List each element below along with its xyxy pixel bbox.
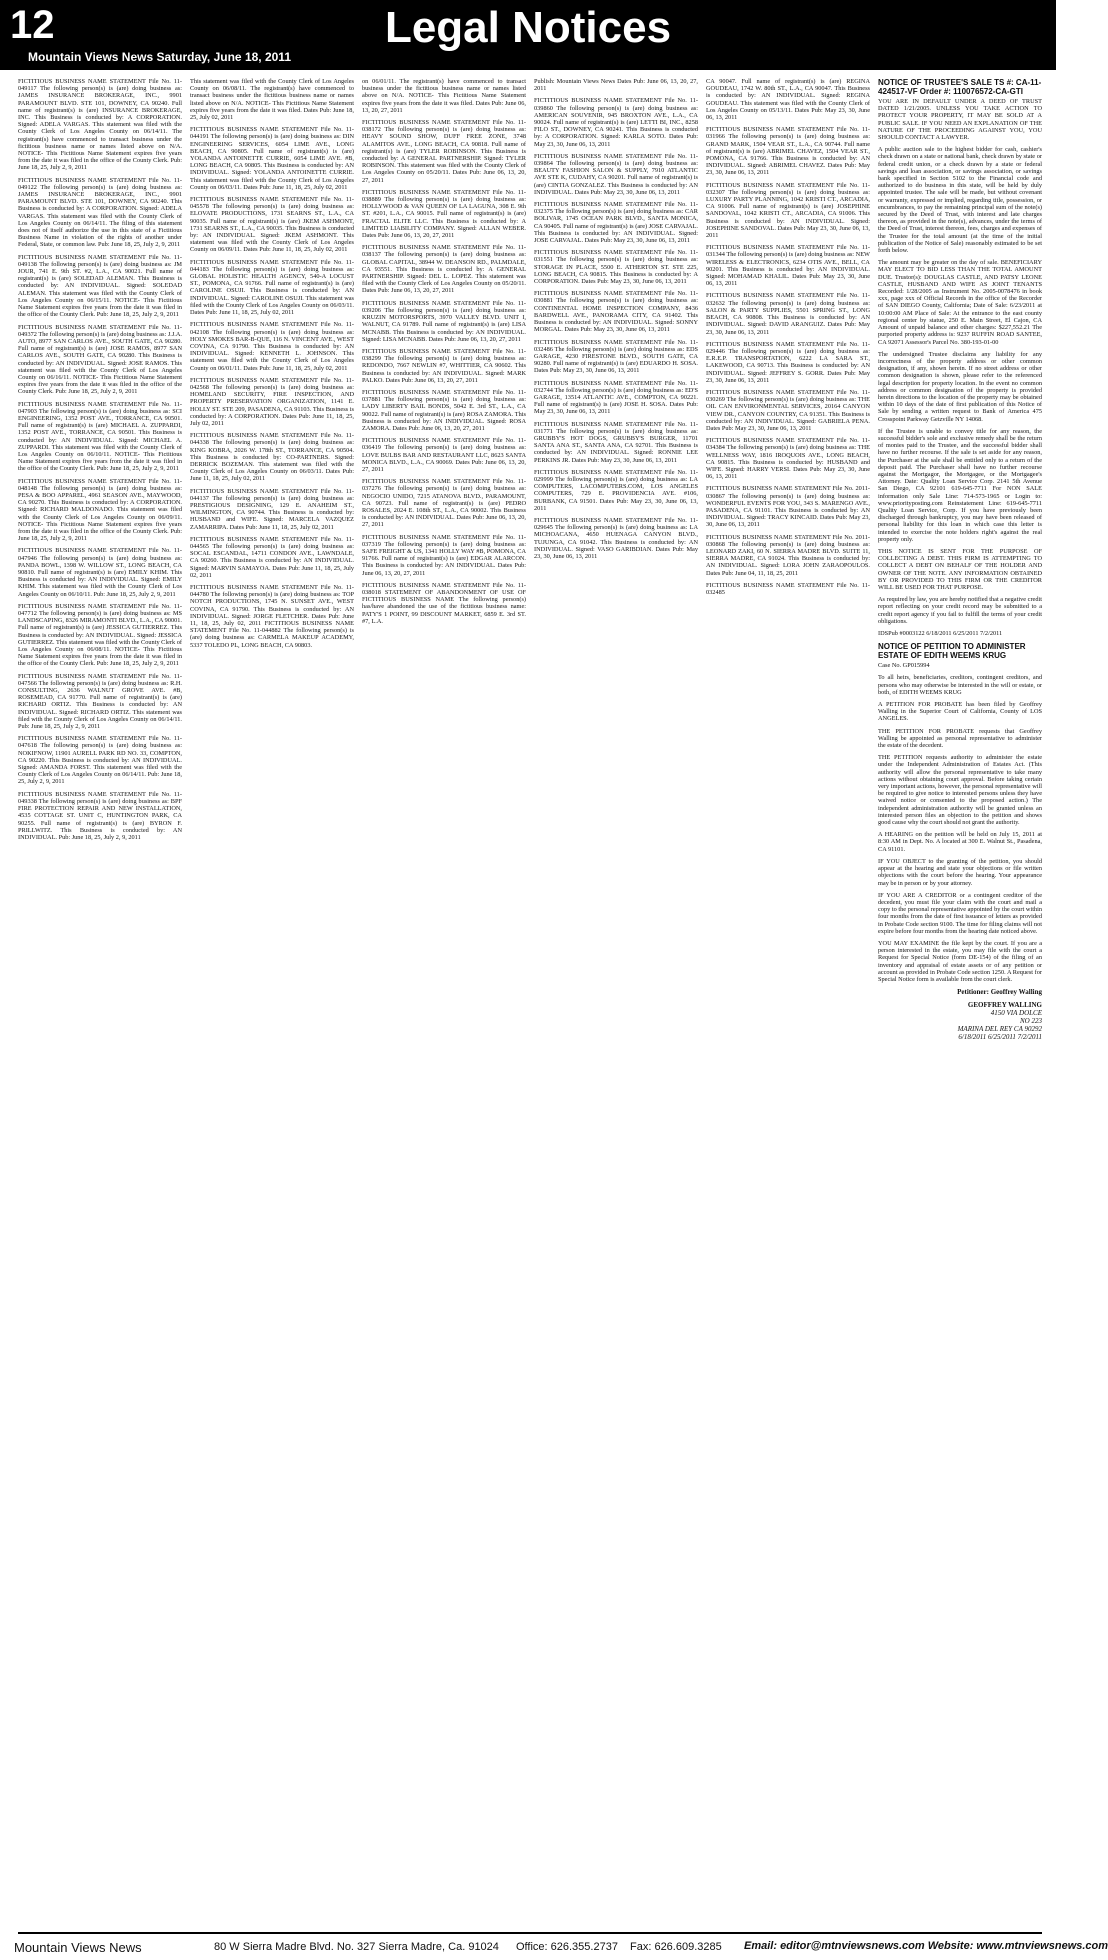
legal-notice: FICTITIOUS BUSINESS NAME STATEMENT File No. 11-032307 The following person(s) is (are) doing business as: LUXURY PARTY PLANNING, 1042 KRISTI CT., ARCADIA, CA 91006. Full name of registrant(s) is (are) JOSEPHINE SANDOVAL, 1042 KRISTI CT., ARCADIA, CA 91006. This Business is conducted by: AN INDIVIDUAL. Signed: JOSEPHINE SANDOVAL. Dates Pub: May 23, 30, June 06, 13, 2011	[706, 181, 870, 240]
signature-address-line: NO 223	[1020, 1017, 1042, 1026]
legal-notice: FICTITIOUS BUSINESS NAME STATEMENT File No. 11-042108 The following person(s) is (are) doing business as: HOLY SMOKES BAR-B-QUE, 116 N. VINCENT AVE., WEST COVINA, CA 91790. This Business is conducted by: AN INDIVIDUAL. Signed: KENNETH L. JOHNSON. This statement was filed with the County Clerk of Los Angeles County on 06/01/11. Dates Pub: June 11, 18, 25, July 02, 2011	[190, 321, 354, 372]
legal-notice: FICTITIOUS BUSINESS NAME STATEMENT File No. 11-039864 The following person(s) is (are) doing business as: BEAUTY FASHION SALON & SUPPLY, 7910 ATLANTIC AVE STE K, CUDAHY, CA 90201. Full name of registrant(s) is (are) CINTIA GONZALEZ. This Business is conducted by: AN INDIVIDUAL. Dates Pub: May 23, 30, June 06, 13, 2011	[534, 152, 698, 196]
legal-notice: Publish: Mountain Views News Dates Pub: June 06, 13, 20, 27, 2011	[534, 78, 698, 93]
legal-notice: FICTITIOUS BUSINESS NAME STATEMENT File No. 11-038018 STATEMENT OF ABANDONMENT OF USE OF FICTITIOUS BUSINESS NAME The following person(s) has/have abandoned the use of the fictitious business name: PATY'S 1 POINT, 99 DISCOUNT MARKET, 6859 E. 3rd ST. #7, L.A.	[362, 581, 526, 625]
legal-notice: FICTITIOUS BUSINESS NAME STATEMENT File No. 11-047946 The following person(s) is (are) doing business as: PANDA BOWL, 1398 W. WILLOW ST., LONG BEACH, CA 90810. Full name of registrant(s) is (are) EMILY KHIM. This Business is conducted by: AN INDIVIDUAL. Signed: EMILY KHIM. This statement was filed with the County Clerk of Los Angeles County on 06/10/11. Pub: June 18, 25, July 2, 9, 2011	[18, 547, 182, 598]
legal-notice: FICTITIOUS BUSINESS NAME STATEMENT File No. 2011-030867 The following person(s) is (are) doing business as: WONDERFUL EVENTS FOR YOU, 343 S. MARENGO AVE., PASADENA, CA 91101. This Business is conducted by: AN INDIVIDUAL. Signed: TRACY KINCAID. Dates Pub: May 23, 30, June 06, 13, 2011	[706, 485, 870, 529]
legal-notice: FICTITIOUS BUSINESS NAME STATEMENT File No. 11-029645 The following person(s) is (are) doing business as: LA MICHOACANA, 4650 HUENAGA CANYON BLVD., TUJUNGA, CA 91042. This Business is conducted by: AN INDIVIDUAL. Signed: VASO GARIBDIAN. Dates Pub: May 23, 30, June 06, 13, 2011	[534, 516, 698, 560]
legal-notice: This statement was filed with the County Clerk of Los Angeles County on 06/08/11. The registrant(s) have commenced to transact business under the fictitious business name or names listed above on N/A. NOTICE- This Fictitious Name Statement expires five years from the date it was filed. Dates Pub: June 18, 25, July 02, 2011	[190, 78, 354, 122]
legal-notice: FICTITIOUS BUSINESS NAME STATEMENT File No. 11-049338 The following person(s) is (are) doing business as: BPF FIRE PROTECTION REPAIR AND NEW INSTALLATION, 4535 COTTAGE ST. UNIT C, HUNTINGTON PARK, CA 90255. Full name of registrant(s) is (are) BYRON F. PRILLWITZ. This Business is conducted by: AN INDIVIDUAL. Pub: June 18, 25, July 2, 9, 2011	[18, 790, 182, 841]
footer-address: 80 W Sierra Madre Blvd. No. 327 Sierra Madre, Ca. 91024	[214, 1941, 499, 1953]
footer-fax: Fax: 626.609.3285	[630, 1941, 722, 1953]
column-6	[878, 78, 1042, 1928]
estate-paragraph: YOU MAY EXAMINE the file kept by the court. If you are a person interested in the estate, you may file with the court a Request for Special Notice (form DE-154) of the filing of an inventory and appraisal of estate assets or of any petition or account as provided in Probate Code section 1250. A Request for Special Notice form is available from the court clerk.	[878, 939, 1042, 983]
legal-notice: FICTITIOUS BUSINESS NAME STATEMENT File No. 11-031551 The following person(s) is (are) doing business as: STORAGE IN PLACE, 5500 E. ATHERTON ST. STE 225, LONG BEACH, CA 90815. This Business is conducted by: A CORPORATION. Dates Pub: May 23, 30, June 06, 13, 2011	[534, 249, 698, 286]
legal-notice: FICTITIOUS BUSINESS NAME STATEMENT File No. 11-044780 The following person(s) is (are) doing business as: TOP NOTCH PRODUCTIONS, 1745 N. SUNSET AVE., WEST COVINA, CA 91790. This Business is conducted by: AN INDIVIDUAL. Signed: JORGE FLETCHER. Dates Pub: June 11, 18, 25, July 02, 2011 FICTITIOUS BUSINESS NAME STATEMENT File No. 11-044882 The following person(s) is (are) doing business as: CARMELA MAKEUP ACADEMY, 5337 TOLEDO PL, LONG BEACH, CA 90803.	[190, 584, 354, 649]
trustee-sale-paragraph: The undersigned Trustee disclaims any liability for any incorrectness of the property address or other common designation, if any, shown herein. If no street address or other common designation is shown, please refer to the referenced legal description for property location. In the event no common address or common designation of the property is provided herein directions to the location of the property may be obtained within 10 days of the date of first publication of this Notice of Sale by sending a written request to Bank of America 475 Crosspoint Parkway Getzville NY 14068.	[878, 350, 1042, 423]
legal-notice: FICTITIOUS BUSINESS NAME STATEMENT File No. 11-047618 The following person(s) is (are) doing business as: NOKIFNOW, 11901 AURELL PARK RD NO. 33, COMPTON, CA 90220. This Business is conducted by: AN INDIVIDUAL. Signed: AMANDA FORST. This statement was filed with the County Clerk of Los Angeles County on 06/14/11. Pub: June 18, 25, July 2, 9, 2011	[18, 735, 182, 786]
legal-notice: FICTITIOUS BUSINESS NAME STATEMENT File No. 11-047566 The following person(s) is (are) doing business as: R.H. CONSULTING, 2636 WALNUT GROVE AVE. #B, ROSEMEAD, CA 91770. Full name of registrant(s) is (are) RICHARD ORTIZ. This Business is conducted by: AN INDIVIDUAL. Signed: RICHARD ORTIZ. This statement was filed with the County Clerk of Los Angeles County on 06/14/11. Pub: June 18, 25, July 2, 9, 2011	[18, 672, 182, 731]
trustee-sale-paragraph: As required by law, you are hereby notified that a negative credit report reflecting on your credit record may be submitted to a credit report agency if you fail to fulfill the terms of your credit obligations.	[878, 596, 1042, 625]
legal-notice: FICTITIOUS BUSINESS NAME STATEMENT File No. 11-030269 The following person(s) is (are) doing business as: THE OIL CAN ENVIRONMENTAL SERVICES, 20164 CANYON VIEW DR., CANYON COUNTRY, CA 91351. This Business is conducted by: AN INDIVIDUAL. Signed: GABRIELA PENA. Dates Pub: May 23, 30, June 06, 13, 2011	[706, 388, 870, 432]
legal-notice: FICTITIOUS BUSINESS NAME STATEMENT File No. 11-034384 The following person(s) is (are) doing business as: THE WELLNESS WAY, 1816 IROQUOIS AVE., LONG BEACH, CA 90815. This Business is conducted by: HUSBAND and WIFE. Signed: HARRY VERSI. Dates Pub: May 23, 30, June 06, 13, 2011	[706, 437, 870, 481]
column-4	[534, 78, 698, 1928]
legal-notice: FICTITIOUS BUSINESS NAME STATEMENT File No. 11-032744 The following person(s) is (are) doing business as: ED'S GARAGE, 13514 ATLANTIC AVE., COMPTON, CA 90221. Full name of registrant(s) is (are) JOSE H. SOSA. Dates Pub: May 23, 30, June 06, 13, 2011	[534, 379, 698, 416]
attorney-signature	[878, 1001, 1042, 1041]
footer-office-phone: Office: 626.355.2737	[516, 1941, 618, 1953]
legal-notice: FICTITIOUS BUSINESS NAME STATEMENT File No. 11-038172 The following person(s) is (are) doing business as: HEAVY SOUND SHOW, DUFF FREE ZONE, 3748 ALAMITOS AVE., LONG BEACH, CA 90818. Full name of registrant(s) is (are) TYLER ROBINSON. This Business is conducted by: A GENERAL PARTNERSHIP. Signed: TYLER ROBINSON. This statement was filed with the County Clerk of Los Angeles County on 05/20/11. Dates Pub: June 06, 13, 20, 27, 2011	[362, 119, 526, 184]
legal-notice: FICTITIOUS BUSINESS NAME STATEMENT File No. 11-049372 The following person(s) is (are) doing business as: J.J.A. AUTO, 8977 SAN CARLOS AVE., SOUTH GATE, CA 90280. Full name of registrant(s) is (are) JOSE RAMOS, 8977 SAN CARLOS AVE., SOUTH GATE, CA 90280. This Business is conducted by: AN INDIVIDUAL. Signed: JOSE RAMOS. This statement was filed with the County Clerk of Los Angeles County on 06/16/11. NOTICE- This Fictitious Name Statement expires five years from the date it was filed in the office of the County Clerk. Pub: June 18, 25, July 2, 9, 2011	[18, 323, 182, 396]
column-5	[706, 78, 870, 1928]
section-title: Legal Notices	[384, 3, 672, 52]
legal-notice: FICTITIOUS BUSINESS NAME STATEMENT File No. 11-047903 The following person(s) is (are) doing business as: SCI ENGINEERING, 1352 POST AVE., TORRANCE, CA 90501. Full name of registrant(s) is (are) MICHAEL A. ZUPPARDI, 1352 POST AVE., TORRANCE, CA 90501. This Business is conducted by: AN INDIVIDUAL. Signed: MICHAEL A. ZUPPARDI. This statement was filed with the County Clerk of Los Angeles County on 06/10/11. NOTICE- This Fictitious Name Statement expires five years from the date it was filed in the office of the County Clerk. Pub: June 18, 25, July 2, 9, 2011	[18, 400, 182, 473]
legal-notice: FICTITIOUS BUSINESS NAME STATEMENT File No. 11-032485	[706, 581, 870, 596]
estate-petition-heading: NOTICE OF PETITION TO ADMINISTER ESTATE OF EDITH WEEMS KRUG	[878, 642, 1026, 661]
estate-paragraph: A HEARING on the petition will be held on July 15, 2011 at 8:30 AM in Dept. No. A located at 300 E. Walnut St., Pasadena, CA 91101.	[878, 831, 1042, 853]
dateline: Mountain Views News Saturday, June 18, 2011	[28, 50, 291, 64]
footer-email-website: Email: editor@mtnviewsnews.com Website: www.mtnviewsnews.com	[744, 1940, 1108, 1952]
trustee-sale-paragraph: YOU ARE IN DEFAULT UNDER A DEED OF TRUST DATED 1/21/2005. UNLESS YOU TAKE ACTION TO PROTECT YOUR PROPERTY, IT MAY BE SOLD AT A PUBLIC SALE. IF YOU NEED AN EXPLANATION OF THE NATURE OF THE PROCEEDING AGAINST YOU, YOU SHOULD CONTACT A LAWYER.	[878, 98, 1042, 142]
trustee-sale-paragraph: If the Trustee is unable to convey title for any reason, the successful bidder's sole and exclusive remedy shall be the return of monies paid to the Trustee, and the successful bidder shall have no further recourse. If the sale is set aside for any reason, the Purchaser at the sale shall be entitled only to a return of the deposit paid. The Purchaser shall have no further recourse against the Mortgagor, the Mortgagee, or the Mortgagee's Attorney. Date: Quality Loan Service Corp. 2141 5th Avenue San Diego, CA 92101 619-645-7711 For NON SALE information only Sale Line: 714-573-1965 or Login to: www.priorityposting.com Reinstatement Line: 619-645-7711 Quality Loan Service, Corp. If you have previously been discharged through bankruptcy, you may have been released of personal liability for this loan in which case this letter is intended to exercise the note holders right's against the real property only.	[878, 427, 1042, 543]
masthead	[0, 0, 1056, 70]
legal-notice: FICTITIOUS BUSINESS NAME STATEMENT File No. 11-049122 The following person(s) is (are) doing business as: JAMES INSURANCE BROKERAGE, INC., 9901 PARAMOUNT BLVD. STE 101, DOWNEY, CA 90240. This Business is conducted by: A CORPORATION. Signed: ADELA VARGAS. This statement was filed with the County Clerk of Los Angeles County on 06/14/11. The filing of this statement does not of itself authorize the use in this state of a Fictitious Business Name in violation of the rights of another under Federal, State, or common law. Pub: June 18, 25, July 2, 9, 2011	[18, 176, 182, 249]
estate-paragraph: A PETITION FOR PROBATE has been filed by Geoffrey Walling in the Superior Court of California, County of LOS ANGELES.	[878, 701, 1042, 723]
trustee-sale-paragraph: The amount may be greater on the day of sale. BENEFICIARY MAY ELECT TO BID LESS THAN THE TOTAL AMOUNT DUE. Trustor(s): DOUGLAS CASTLE, AND PATSY LEONE CASTLE, HUSBAND AND WIFE AS JOINT TENANTS Recorded: 1/28/2005 as Instrument No. 2005-0078476 in book xxx, page xxx of Official Records in the office of the Recorder of SAN DIEGO County, California; Date of Sale: 6/23/2011 at 10:00:00 AM Place of Sale: At the entrance to the east county regional center by statue, 250 E. Main Street, El Cajon, CA Amount of unpaid balance and other charges: $227,552.21 The purported property address is: 9237 RUFFIN ROAD SANTEE, CA 92071 Assessor's Parcel No. 380-193-01-00	[878, 259, 1042, 346]
legal-notice: FICTITIOUS BUSINESS NAME STATEMENT File No. 11-029999 The following person(s) is (are) doing business as: LA COMPUTERS, LACOMPUTERS.COM, LOS ANGELES COMPUTERS, 729 E. PROVIDENCIA AVE. #106, BURBANK, CA 91501. Dates Pub: May 23, 30, June 06, 13, 2011	[534, 468, 698, 512]
estate-paragraph: THE PETITION FOR PROBATE requests that Geoffrey Walling be appointed as personal representative to administer the estate of the decedent.	[878, 727, 1042, 750]
legal-notice: FICTITIOUS BUSINESS NAME STATEMENT File No. 11-044338 The following person(s) is (are) doing business as: KING KOBRA, 2026 W. 178th ST., TORRANCE, CA 90504. This Business is conducted by: CO-PARTNERS. Signed: DERRICK BOZEMAN. This statement was filed with the County Clerk of Los Angeles County on 06/03/11. Dates Pub: June 11, 18, 25, July 02, 2011	[190, 432, 354, 483]
legal-notice: on 06/01/11. The registrant(s) have commenced to transact business under the fictitious business name or names listed above on N/A. NOTICE- This Fictitious Name Statement expires five years from the date it was filed. Dates Pub: June 06, 13, 20, 27, 2011	[362, 78, 526, 114]
estate-paragraph: To all heirs, beneficiaries, creditors, contingent creditors, and persons who may otherwise be interested in the will or estate, or both, of EDITH WEEMS KRUG	[878, 674, 1042, 696]
legal-notice: FICTITIOUS BUSINESS NAME STATEMENT File No. 11-032375 The following person(s) is (are) doing business as: CAR BOLIVAR, 1745 OCEAN PARK BLVD., SANTA MONICA, CA 90405. Full name of registrant(s) is (are) JOSE CARVAJAL. This Business is conducted by: AN INDIVIDUAL. Signed: JOSE CARVAJAL. Dates Pub: May 23, 30, June 06, 13, 2011	[534, 201, 698, 245]
legal-notice: FICTITIOUS BUSINESS NAME STATEMENT File No. 11-031344 The following person(s) is (are) doing business as: NEW WIRELESS & ELECTRONICS, 6234 OTIS AVE., BELL, CA 90201. This Business is conducted by: AN INDIVIDUAL. Signed: MOHAMAD KHALIL. Dates Pub: May 23, 30, June 06, 13, 2011	[706, 244, 870, 288]
legal-notice: FICTITIOUS BUSINESS NAME STATEMENT File No. 11-044565 The following person(s) is (are) doing business as: SOCAL ESCANDAL, 14711 CONDON AVE., LAWNDALE, CA 90260. This Business is conducted by: AN INDIVIDUAL. Signed: MARVIN SAMAYOA. Dates Pub: June 11, 18, 25, July 02, 2011	[190, 535, 354, 579]
legal-notice: FICTITIOUS BUSINESS NAME STATEMENT File No. 11-037881 The following person(s) is (are) doing business as: LADY LIBERTY BAIL BONDS, 5042 E. 3rd ST., L.A., CA 90022. Full name of registrant(s) is (are) ROSA ZAMORA. This Business is conducted by: AN INDIVIDUAL. Signed: ROSA ZAMORA. Dates Pub: June 06, 13, 20, 27, 2011	[362, 388, 526, 432]
estate-paragraph: Case No. GP015994	[878, 662, 930, 670]
estate-paragraph: IF YOU OBJECT to the granting of the petition, you should appear at the hearing and state your objections or file written objections with the court before the hearing. Your appearance may be in person or by your attorney.	[878, 857, 1042, 887]
legal-notice: FICTITIOUS BUSINESS NAME STATEMENT File No. 11-047712 The following person(s) is (are) doing business as: MS LANDSCAPING, 8326 MIRAMONTI BLVD., L.A., CA 90001. Full name of registrant(s) is (are) JESSICA GUTIERREZ. This Business is conducted by: AN INDIVIDUAL. Signed: JESSICA GUTIERREZ. This statement was filed with the County Clerk of Los Angeles County on 06/08/11. NOTICE- This Fictitious Name Statement expires five years from the date it was filed in the office of the County Clerk. Pub: June 18, 25, July 2, 9, 2011	[18, 602, 182, 668]
page-number: 12	[10, 3, 55, 47]
signature-address-line: 4150 VIA DOLCE	[990, 1009, 1042, 1018]
legal-notice: FICTITIOUS BUSINESS NAME STATEMENT File No. 2011-030868 The following person(s) is (are) doing business as: LEONARD ZAKI, 60 N. SIERRA MADRE BLVD. SUITE 11, SIERRA MADRE, CA 91024. This Business is conducted by: AN INDIVIDUAL. Signed: LORA JOHN ZARAOPOULOS. Dates Pub: June 04, 11, 18, 25, 2011	[706, 533, 870, 577]
legal-notice: FICTITIOUS BUSINESS NAME STATEMENT File No. 11-049117 The following person(s) is (are) doing business as: JAMES INSURANCE BROKERAGE, INC., 9901 PARAMOUNT BLVD. STE 101, DOWNEY, CA 90240. Full name of registrant(s) is (are) INSURANCE BROKERAGE, INC. This Business is conducted by: A CORPORATION. Signed: ADELA VARGAS. This statement was filed with the County Clerk of Los Angeles County on 06/14/11. The registrant(s) have commenced to transact business under the fictitious business name or names listed above on N/A. NOTICE- This Fictitious Name Statement expires five years from the date it was filed in the office of the County Clerk. Pub: June 18, 25, July 2, 9, 2011	[18, 78, 182, 172]
legal-notice: FICTITIOUS BUSINESS NAME STATEMENT File No. 11-042568 The following person(s) is (are) doing business as: HOMELAND SECURITY, FIRE INSPECTION, AND PROPERTY PRESERVATION ORGANIZATION, 1141 E. HOLLY ST. STE 209, PASADENA, CA 91103. This Business is conducted by: A CORPORATION. Dates Pub: June 11, 18, 25, July 02, 2011	[190, 376, 354, 427]
legal-notice: FICTITIOUS BUSINESS NAME STATEMENT File No. 11-049138 The following person(s) is (are) doing business as: JM JOUR, 741 E. 9th ST. #2, L.A., CA 90021. Full name of registrant(s) is (are) SOLEDAD ALEMAN. This Business is conducted by: AN INDIVIDUAL. Signed: SOLEDAD ALEMAN. This statement was filed with the County Clerk of Los Angeles County on 06/15/11. NOTICE- This Fictitious Name Statement expires five years from the date it was filed in the office of the County Clerk. Pub: June 18, 25, July 2, 9, 2011	[18, 253, 182, 319]
column-1	[18, 78, 182, 1928]
signature-name: GEOFFREY WALLING	[967, 1001, 1042, 1010]
column-2	[190, 78, 354, 1928]
legal-notice: FICTITIOUS BUSINESS NAME STATEMENT File No. 11-044183 The following person(s) is (are) doing business as: GLOBAL HOLISTIC HEALTH AGENCY, 540-A LOCUST ST., POMONA, CA 91766. Full name of registrant(s) is (are) CAROLINE OSUJI. This Business is conducted by: AN INDIVIDUAL. Signed: CAROLINE OSUJI. This statement was filed with the County Clerk of Los Angeles County on 06/03/11. Dates Pub: June 11, 18, 25, July 02, 2011	[190, 258, 354, 317]
trustee-sale-paragraph: A public auction sale to the highest bidder for cash, cashier's check drawn on a state or national bank, check drawn by state or federal credit union, or a check drawn by a state or federal savings and loan association, or savings association, or savings bank specified in Section 5102 to the Financial code and authorized to do business in this state, will be held by duly appointed trustee. The sale will be made, but without covenant or warranty, expressed or implied, regarding title, possession, or encumbrances, to pay the remaining principal sum of the note(s) secured by the Deed of Trust, with interest and late charges thereon, as provided in the note(s), advances, under the terms of the Deed of Trust, interest thereon, fees, charges and expenses of the Trustee for the total amount (at the time of the initial publication of the Notice of Sale) reasonably estimated to be set forth below.	[878, 146, 1042, 255]
legal-notice: FICTITIOUS BUSINESS NAME STATEMENT File No. 11-036419 The following person(s) is (are) doing business as: LOVE BULBS BAR AND RESTAURANT LLC, 8623 SANTA MONICA BLVD., L.A., CA 90069. Dates Pub: June 06, 13, 20, 27, 2011	[362, 437, 526, 473]
column-3	[362, 78, 526, 1928]
legal-notice: FICTITIOUS BUSINESS NAME STATEMENT File No. 11-032486 The following person(s) is (are) doing business as: EDS GARAGE, 4230 FIRESTONE BLVD., SOUTH GATE, CA 90280. Full name of registrant(s) is (are) EDUARDO H. SOSA. Dates Pub: May 23, 30, June 06, 13, 2011	[534, 338, 698, 375]
footer-publication: Mountain Views News	[14, 1940, 142, 1955]
legal-notice: FICTITIOUS BUSINESS NAME STATEMENT File No. 11-039206 The following person(s) is (are) doing business as: KRUZIN MOTORSPORTS, 3970 VALLEY BLVD. UNIT I, WALNUT, CA 91789. Full name of registrant(s) is (are) LISA MCNABB. This Business is conducted by: AN INDIVIDUAL. Signed: LISA MCNABB. Dates Pub: June 06, 13, 20, 27, 2011	[362, 299, 526, 343]
footer-rule	[18, 1932, 1042, 1934]
legal-notice: FICTITIOUS BUSINESS NAME STATEMENT File No. 11-031966 The following person(s) is (are) doing business as: GRAND MARK, 1504 VEAR ST., L.A., CA 90744. Full name of registrant(s) is (are) ABRIMEL CHAVEZ, 1504 VEAR ST., POMONA, CA 91766. This Business is conducted by: AN INDIVIDUAL. Signed: ABRIMEL CHAVEZ. Dates Pub: May 23, 30, June 06, 13, 2011	[706, 126, 870, 177]
legal-notice: FICTITIOUS BUSINESS NAME STATEMENT File No. 11-039860 The following person(s) is (are) doing business as: AMERICAN SOUVENIR, 945 BROXTON AVE., L.A., CA 90024. Full name of registrant(s) is (are) LETTI BI, INC., 8258 FILO ST., DOWNEY, CA 90241. This Business is conducted by: A CORPORATION. Signed: KARLA SOTO. Dates Pub: May 23, 30, June 06, 13, 2011	[534, 97, 698, 148]
petitioner-line: Petitioner: Geoffrey Walling	[957, 988, 1042, 997]
trustee-sale-heading: NOTICE OF TRUSTEE'S SALE TS #: CA-11-424517-VF Order #: 110076572-CA-GTI	[878, 78, 1042, 96]
legal-notice: FICTITIOUS BUSINESS NAME STATEMENT File No. 11-038299 The following person(s) is (are) doing business as: REDONDO, 7667 NEWLIN #7, WHITTIER, CA 90602. This Business is conducted by: AN INDIVIDUAL. Signed: MARK PALKO. Dates Pub: June 06, 13, 20, 27, 2011	[362, 347, 526, 384]
legal-notice: FICTITIOUS BUSINESS NAME STATEMENT File No. 11-038889 The following person(s) is (are) doing business as: HOLLYWOOD & VAN QUEEN OF LA LAGUNA, 308 E. 9th ST. #201, L.A., CA 90015. Full name of registrant(s) is (are) FRACTAL ELITE LLC. This Business is conducted by: A LIMITED LIABILITY COMPANY. Signed: ALLAN WEBER. Dates Pub: June 06, 13, 20, 27, 2011	[362, 188, 526, 240]
legal-notice: FICTITIOUS BUSINESS NAME STATEMENT File No. 11-030881 The following person(s) is (are) doing business as: CONTINENTAL HOME INSPECTION COMPANY, 8436 BARDWELL AVE., PANORAMA CITY, CA 91402. This Business is conducted by: AN INDIVIDUAL. Signed: SONNY MORGAL. Dates Pub: May 23, 30, June 06, 13, 2011	[534, 290, 698, 334]
notice-columns	[18, 78, 1042, 1928]
legal-notice: FICTITIOUS BUSINESS NAME STATEMENT File No. 11-029446 The following person(s) is (are) doing business as: E.R.E.P. TRANSPORTATION, 6222 LA SARA ST., LAKEWOOD, CA 90713. This Business is conducted by: AN INDIVIDUAL. Signed: JEFFREY S. GORR. Dates Pub: May 23, 30, June 06, 13, 2011	[706, 340, 870, 384]
trustee-sale-paragraph: IDSPub #0003122 6/18/2011 6/25/2011 7/2/2011	[878, 630, 1003, 638]
legal-notice: FICTITIOUS BUSINESS NAME STATEMENT File No. 11-032632 The following person(s) is (are) doing business as: SALON & PARTY SUPPLIES, 5501 SPRING ST., LONG BEACH, CA 90808. This Business is conducted by: AN INDIVIDUAL. Signed: DAVID ARANGUIZ. Dates Pub: May 23, 30, June 06, 13, 2011	[706, 292, 870, 336]
footer	[0, 1938, 1108, 1958]
legal-notice: FICTITIOUS BUSINESS NAME STATEMENT File No. 11-044191 The following person(s) is (are) doing business as: DIN ENGINEERING SERVICES, 6054 LIME AVE., LONG BEACH, CA 90805. Full name of registrant(s) is (are) YOLANDA ANTOINETTE CURRIE, 6054 LIME AVE. #B, LONG BEACH, CA 90805. This Business is conducted by: AN INDIVIDUAL. Signed: YOLANDA ANTOINETTE CURRIE. This statement was filed with the County Clerk of Los Angeles County on 06/03/11. Dates Pub: June 11, 18, 25, July 02, 2011	[190, 126, 354, 191]
legal-notice: FICTITIOUS BUSINESS NAME STATEMENT File No. 11-045578 The following person(s) is (are) doing business as: ELOVATE PRODUCTIONS, 1731 SEARNS ST., L.A., CA 90035. Full name of registrant(s) is (are) JKEM ASHMONT, 1731 SEARNS ST., L.A., CA 90035. This Business is conducted by: AN INDIVIDUAL. Signed: JKEM ASHMONT. This statement was filed with the County Clerk of Los Angeles County on 06/09/11. Dates Pub: June 11, 18, 25, July 02, 2011	[190, 196, 354, 254]
signature-address-line: MARINA DEL REY CA 90292	[957, 1025, 1042, 1034]
legal-notice: FICTITIOUS BUSINESS NAME STATEMENT File No. 11-037319 The following person(s) is (are) doing business as: SAFE FREIGHT & US, 1341 HOLLY WAY #B, POMONA, CA 91766. Full name of registrant(s) is (are) EDGAR ALARCON. This Business is conducted by: AN INDIVIDUAL. Dates Pub: June 06, 13, 20, 27, 2011	[362, 533, 526, 577]
signature-pub-dates: 6/18/2011 6/25/2011 7/2/2011	[958, 1033, 1042, 1042]
estate-paragraph: IF YOU ARE A CREDITOR or a contingent creditor of the decedent, you must file your claim with the court and mail a copy to the personal representative appointed by the court within four months from the date of first issuance of letters as provided in Probate Code section 9100. The time for filing claims will not expire before four months from the hearing date noticed above.	[878, 891, 1042, 935]
legal-notice: FICTITIOUS BUSINESS NAME STATEMENT File No. 11-031771 The following person(s) is (are) doing business as: GRUBBY'S HOT DOGS, GRUBBY'S BURGER, 11701 SANTA ANA ST., SANTA ANA, CA 92701. This Business is conducted by: AN INDIVIDUAL. Signed: RONNIE LEE PERKINS JR. Dates Pub: May 23, 30, June 06, 13, 2011	[534, 420, 698, 464]
legal-notice: CA 90047. Full name of registrant(s) is (are) REGINA GOUDEAU, 1742 W. 80th ST., L.A., CA 90047. This Business is conducted by: AN INDIVIDUAL. Signed: REGINA GOUDEAU. This statement was filed with the County Clerk of Los Angeles County on 05/13/11. Dates Pub: May 23, 30, June 06, 13, 2011	[706, 78, 870, 122]
legal-notice: FICTITIOUS BUSINESS NAME STATEMENT File No. 11-038137 The following person(s) is (are) doing business as: GLOBAL CAPITAL, 38944 W. DEANSON RD., PALMDALE, CA 93551. This Business is conducted by: A GENERAL PARTNERSHIP. Signed: DEL L. LOPEZ. This statement was filed with the County Clerk of Los Angeles County on 05/20/11. Dates Pub: June 06, 13, 20, 27, 2011	[362, 244, 526, 295]
legal-notice: FICTITIOUS BUSINESS NAME STATEMENT File No. 11-037276 The following person(s) is (are) doing business as: NEGOCIO UNIDO, 7215 ATANOVA BLVD., PARAMOUNT, CA 90723. Full name of registrant(s) is (are) PEDRO ROSALES, 2024 E. 108th ST., L.A., CA 90002. This Business is conducted by: AN INDIVIDUAL. Dates Pub: June 06, 13, 20, 27, 2011	[362, 478, 526, 529]
legal-notice: FICTITIOUS BUSINESS NAME STATEMENT File No. 11-044137 The following person(s) is (are) doing business as: PRESTIGIOUS DESIGNING, 129 E. ANAHEIM ST., WILMINGTON, CA 90744. This Business is conducted by: HUSBAND and WIFE. Signed: MARCELA VAZQUEZ ZAMARRIPA. Dates Pub: June 11, 18, 25, July 02, 2011	[190, 487, 354, 531]
estate-paragraph: THE PETITION requests authority to administer the estate under the Independent Administration of Estates Act. (This authority will allow the personal representative to take many actions without obtaining court approval. Before taking certain very important actions, however, the personal representative will be required to give notice to interested persons unless they have waived notice or consented to the proposed action.) The independent administration authority will be granted unless an interested person files an objection to the petition and shows good cause why the court should not grant the authority.	[878, 754, 1042, 827]
trustee-sale-paragraph: THIS NOTICE IS SENT FOR THE PURPOSE OF COLLECTING A DEBT. THIS FIRM IS ATTEMPTING TO COLLECT A DEBT ON BEHALF OF THE HOLDER AND OWNER OF THE NOTE. ANY INFORMATION OBTAINED BY OR PROVIDED TO THIS FIRM OR THE CREDITOR WILL BE USED FOR THAT PURPOSE.	[878, 547, 1042, 591]
legal-notice: FICTITIOUS BUSINESS NAME STATEMENT File No. 11-048148 The following person(s) is (are) doing business as: PESA & BOO APPAREL, 4961 SEASON AVE., MAYWOOD, CA 90270. This Business is conducted by: A CORPORATION. Signed: RICHARD MALDONADO. This statement was filed with the County Clerk of Los Angeles County on 06/09/11. NOTICE- This Fictitious Name Statement expires five years from the date it was filed in the office of the County Clerk. Pub: June 18, 25, July 2, 9, 2011	[18, 477, 182, 543]
